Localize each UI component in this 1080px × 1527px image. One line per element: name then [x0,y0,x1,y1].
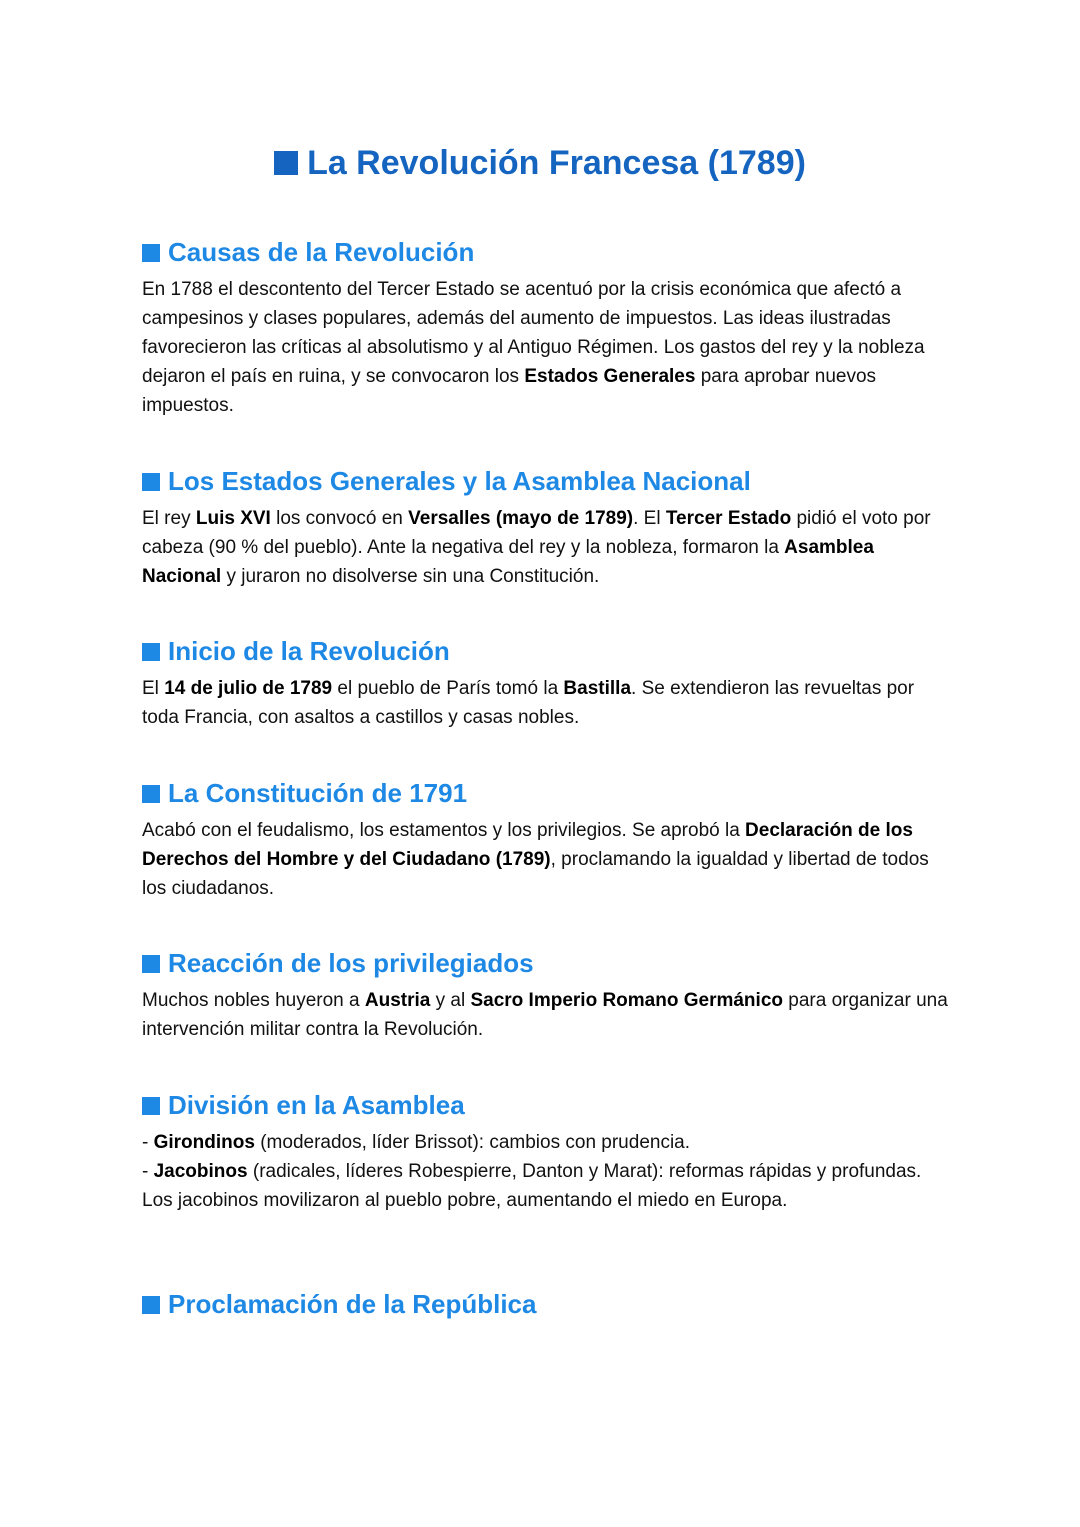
section-body [142,275,952,420]
section-body [142,986,952,1044]
body-text: Acabó con el feudalismo, los estamentos y los privilegios. Se aprobó la [142,820,746,841]
body-line [142,674,952,732]
body-line [142,816,952,903]
section-causas [142,235,952,420]
square-bullet-icon [142,1296,160,1314]
square-bullet-icon [142,244,160,262]
body-text: . El [633,508,666,529]
body-text: El [142,678,165,699]
section-division [142,1088,952,1215]
page-title [0,141,1080,185]
section-heading-text: Los Estados Generales y la Asamblea Nacional [168,466,751,496]
body-line [142,986,952,1044]
section-body [142,816,952,903]
square-bullet-icon [142,643,160,661]
body-text: para organizar una intervención militar contra la Revolución. [142,990,948,1040]
section-heading-text: Proclamación de la República [168,1289,537,1319]
bold-text: Girondinos [153,1132,255,1153]
body-text: (radicales, líderes Robespierre, Danton y Marat): reformas rápidas y profundas. [247,1161,922,1182]
square-bullet-icon [274,151,298,175]
section-heading [142,634,952,668]
body-text: los convocó en [270,508,409,529]
body-text: y juraron no disolverse sin una Constitución. [221,566,600,587]
bold-text: Estados Generales [524,366,696,387]
section-heading [142,1287,952,1321]
square-bullet-icon [142,473,160,491]
bold-text: 14 de julio de 1789 [164,678,333,699]
body-text: (moderados, líder Brissot): cambios con prudencia. [254,1132,691,1153]
body-text: En 1788 el descontento del Tercer Estado se acentuó por la crisis económica que afectó a campesinos y clases populares, además del aumento de impuestos. Las ideas ilustradas favorecieron las críticas al absolutismo y al Antiguo Régimen. Los gastos del rey y la nobleza dejaron el país en ruina, y se convocaron los [142,279,925,387]
square-bullet-icon [142,785,160,803]
bold-text: Tercer Estado [665,508,792,529]
section-heading-text: Causas de la Revolución [168,237,475,267]
body-line [142,1186,952,1215]
bold-text: Bastilla [563,678,632,699]
body-text: , proclamando la igualdad y libertad de todos los ciudadanos. [142,849,929,899]
section-estados-generales [142,464,952,591]
body-text: - [142,1161,154,1182]
bold-text: Asamblea Nacional [142,537,874,587]
page-title-text: La Revolución Francesa (1789) [307,144,806,182]
body-line [142,275,952,420]
section-inicio [142,634,952,732]
section-reaccion [142,946,952,1044]
section-heading-text: La Constitución de 1791 [168,778,468,808]
section-republica [142,1287,952,1321]
bold-text: Jacobinos [153,1161,248,1182]
body-text: pidió el voto por cabeza (90 % del pueblo). Ante la negativa del rey y la nobleza, formaron la [142,508,931,558]
body-text: para aprobar nuevos impuestos. [142,366,877,416]
section-heading-text: Inicio de la Revolución [168,636,450,666]
bold-text: Versalles (mayo de 1789) [408,508,634,529]
section-body [142,504,952,591]
section-heading [142,464,952,498]
body-text: El rey [142,508,196,529]
body-text: y al [430,990,471,1011]
bold-text: Luis XVI [195,508,271,529]
bold-text: Declaración de los Derechos del Hombre y del Ciudadano (1789) [142,820,913,870]
bold-text: Sacro Imperio Romano Germánico [470,990,783,1011]
bold-text: Austria [364,990,431,1011]
section-constitucion [142,776,952,903]
section-heading [142,946,952,980]
body-line [142,504,952,591]
section-heading [142,235,952,269]
section-body [142,674,952,732]
body-text: - [142,1132,154,1153]
section-body [142,1128,952,1215]
section-heading-text: División en la Asamblea [168,1090,465,1120]
square-bullet-icon [142,1097,160,1115]
body-text: Muchos nobles huyeron a [142,990,365,1011]
body-text: Los jacobinos movilizaron al pueblo pobre, aumentando el miedo en Europa. [142,1190,788,1211]
body-text: . Se extendieron las revueltas por toda Francia, con asaltos a castillos y casas nobles. [142,678,915,728]
section-heading [142,776,952,810]
section-heading [142,1088,952,1122]
square-bullet-icon [142,955,160,973]
section-heading-text: Reacción de los privilegiados [168,948,534,978]
body-line [142,1128,952,1157]
body-line [142,1157,952,1186]
body-text: el pueblo de París tomó la [332,678,564,699]
